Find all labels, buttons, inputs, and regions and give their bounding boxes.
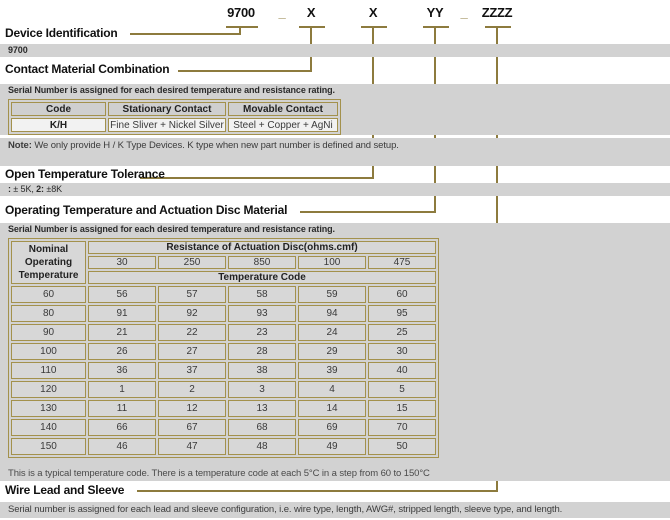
corner-header xyxy=(11,241,86,284)
temperature-code-table xyxy=(8,238,439,458)
part-segment: X xyxy=(368,5,378,20)
temperature-cell: 120 xyxy=(11,381,86,398)
code-cell: 12 xyxy=(158,400,226,417)
resistance-value-cell: 250 xyxy=(158,256,226,269)
part-separator: _ xyxy=(460,5,468,20)
temperature-cell: 100 xyxy=(11,343,86,360)
code-cell: 47 xyxy=(158,438,226,455)
part-separator: _ xyxy=(278,5,286,20)
contact-col-header: Code xyxy=(11,102,106,116)
code-cell: 4 xyxy=(298,381,366,398)
contact-note xyxy=(0,138,440,152)
code-cell: 2 xyxy=(158,381,226,398)
temperature-row xyxy=(11,362,436,379)
temperature-row xyxy=(11,419,436,436)
code-cell: 50 xyxy=(368,438,436,455)
code-cell: 38 xyxy=(228,362,296,379)
temperature-row xyxy=(11,324,436,341)
leader-tbar-operating xyxy=(423,26,449,28)
device-identification-title: Device Identification xyxy=(5,26,118,40)
contact-table-head xyxy=(11,102,338,116)
contact-material-section xyxy=(0,84,670,135)
temperature-row xyxy=(11,286,436,303)
leader-line-tolerance xyxy=(140,177,374,179)
tolerance-title: Open Temperature Tolerance xyxy=(5,167,165,181)
code-cell: 3 xyxy=(228,381,296,398)
temperature-cell: 140 xyxy=(11,419,86,436)
code-cell: 21 xyxy=(88,324,156,341)
temperature-row xyxy=(11,305,436,322)
tolerance-code-label: 2: xyxy=(36,184,44,194)
part-segment: ZZZZ xyxy=(481,5,513,20)
code-cell: 59 xyxy=(298,286,366,303)
code-cell: 39 xyxy=(298,362,366,379)
contact-material-title: Contact Material Combination xyxy=(5,62,170,76)
device-code: 9700 xyxy=(8,45,28,55)
operating-serial-note: Serial Number is assigned for each desired temperature and resistance rating. xyxy=(8,224,335,234)
leader-line-contact-material xyxy=(178,70,312,72)
code-cell: 28 xyxy=(228,343,296,360)
leader-line-device-identification xyxy=(130,33,241,35)
code-cell: 91 xyxy=(88,305,156,322)
code-cell: 40 xyxy=(368,362,436,379)
wire-serial-bar xyxy=(0,502,670,518)
temperature-cell: 90 xyxy=(11,324,86,341)
resistance-value-cell: 475 xyxy=(368,256,436,269)
contact-note-bar xyxy=(0,138,670,166)
code-cell: 5 xyxy=(368,381,436,398)
device-code-bar xyxy=(0,44,670,57)
code-cell: 13 xyxy=(228,400,296,417)
corner-header-line: Temperature xyxy=(18,270,79,281)
contact-cell: Fine Sliver + Nickel Silver xyxy=(108,118,226,132)
resistance-header: Resistance of Actuation Disc(ohms.cmf) xyxy=(88,241,436,254)
code-cell: 11 xyxy=(88,400,156,417)
temperature-code-header: Temperature Code xyxy=(88,271,436,284)
corner-header-line: Operating xyxy=(24,257,73,268)
code-cell: 92 xyxy=(158,305,226,322)
code-cell: 24 xyxy=(298,324,366,341)
contact-table-body xyxy=(11,118,338,132)
leader-line-operating xyxy=(300,211,436,213)
code-cell: 67 xyxy=(158,419,226,436)
code-cell: 48 xyxy=(228,438,296,455)
code-cell: 25 xyxy=(368,324,436,341)
contact-col-header: Movable Contact xyxy=(228,102,338,116)
leader-tbar-contact xyxy=(299,26,325,28)
temperature-cell: 130 xyxy=(11,400,86,417)
tolerance-codes: : ± 5K, 2: ±8K xyxy=(8,184,63,194)
temperature-cell: 110 xyxy=(11,362,86,379)
temperature-cell: 80 xyxy=(11,305,86,322)
code-cell: 23 xyxy=(228,324,296,341)
code-cell: 60 xyxy=(368,286,436,303)
code-cell: 15 xyxy=(368,400,436,417)
code-cell: 27 xyxy=(158,343,226,360)
contact-cell: Steel + Copper + AgNi xyxy=(228,118,338,132)
part-segment: X xyxy=(306,5,316,20)
part-segment: 9700 xyxy=(227,5,255,20)
code-cell: 49 xyxy=(298,438,366,455)
contact-col-header: Stationary Contact xyxy=(108,102,226,116)
wire-lead-title: Wire Lead and Sleeve xyxy=(5,483,125,497)
temperature-row xyxy=(11,438,436,455)
code-cell: 68 xyxy=(228,419,296,436)
code-cell: 29 xyxy=(298,343,366,360)
code-cell: 37 xyxy=(158,362,226,379)
code-cell: 58 xyxy=(228,286,296,303)
resistance-value-cell: 100 xyxy=(298,256,366,269)
code-cell: 36 xyxy=(88,362,156,379)
code-cell: 70 xyxy=(368,419,436,436)
code-cell: 57 xyxy=(158,286,226,303)
code-cell: 56 xyxy=(88,286,156,303)
temperature-row xyxy=(11,400,436,417)
code-cell: 66 xyxy=(88,419,156,436)
contact-data-row xyxy=(11,118,338,132)
temp-header-row xyxy=(11,241,436,254)
operating-title: Operating Temperature and Actuation Disc Material xyxy=(5,203,288,217)
leader-line-9700-bar xyxy=(226,26,258,28)
resistance-value-cell: 850 xyxy=(228,256,296,269)
contact-serial-note: Serial Number is assigned for each desired temperature and resistance rating. xyxy=(8,85,335,95)
temperature-cell: 60 xyxy=(11,286,86,303)
leader-line-wire xyxy=(137,490,498,492)
code-cell: 26 xyxy=(88,343,156,360)
contact-header-row xyxy=(11,102,338,116)
code-cell: 1 xyxy=(88,381,156,398)
code-cell: 30 xyxy=(368,343,436,360)
contact-note-text: We only provide H / K Type Devices. K type when new part number is defined and setup. xyxy=(31,140,399,151)
wire-serial-note: Serial number is assigned for each lead and sleeve configuration, i.e. wire type, length, AWG#, stripped length, sleeve type, and length. xyxy=(8,504,563,515)
corner-header-line: Nominal xyxy=(28,244,69,255)
code-cell: 14 xyxy=(298,400,366,417)
contact-cell: K/H xyxy=(11,118,106,132)
tolerance-code-label: : xyxy=(8,184,11,194)
contact-material-table xyxy=(8,99,341,135)
code-cell: 46 xyxy=(88,438,156,455)
temperature-cell: 150 xyxy=(11,438,86,455)
contact-note-label: Note: xyxy=(8,140,32,151)
temperature-table-body xyxy=(11,241,436,455)
part-segment: YY xyxy=(426,5,444,20)
temperature-row xyxy=(11,381,436,398)
code-cell: 22 xyxy=(158,324,226,341)
resistance-value-cell: 30 xyxy=(88,256,156,269)
operating-section xyxy=(0,223,670,481)
leader-tbar-tolerance xyxy=(361,26,387,28)
code-cell: 95 xyxy=(368,305,436,322)
temperature-footnote: This is a typical temperature code. There is a temperature code at each 5°C in a step from 60 to 150°C xyxy=(8,468,430,479)
temperature-row xyxy=(11,343,436,360)
code-cell: 93 xyxy=(228,305,296,322)
leader-tbar-wire xyxy=(485,26,511,28)
code-cell: 94 xyxy=(298,305,366,322)
tolerance-bar xyxy=(0,183,670,196)
code-cell: 69 xyxy=(298,419,366,436)
